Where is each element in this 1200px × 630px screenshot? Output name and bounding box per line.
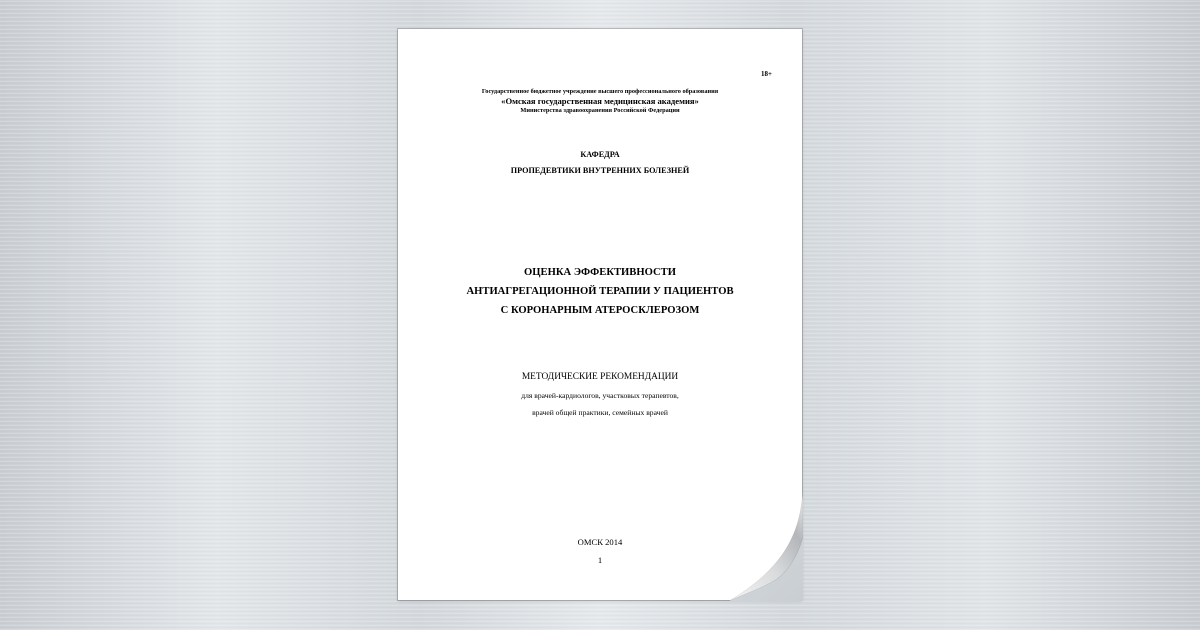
document-type: МЕТОДИЧЕСКИЕ РЕКОМЕНДАЦИИ: [521, 372, 679, 382]
document-page: [398, 29, 802, 600]
institution-ministry: Министерства здравоохранения Российской Федерации: [520, 107, 680, 114]
institution-line-1: Государственное бюджетное учреждение высшего профессионального образования: [481, 88, 719, 95]
department-name: ПРОПЕДЕВТИКИ ВНУТРЕННИХ БОЛЕЗНЕЙ: [510, 166, 690, 175]
audience-line-2: врачей общей практики, семейных врачей: [532, 408, 668, 417]
city-year: ОМСК 2014: [577, 537, 623, 547]
department-label: КАФЕДРА: [580, 150, 620, 159]
audience-line-1: для врачей-кардиологов, участковых терапевтов,: [521, 391, 679, 400]
age-rating: 18+: [761, 70, 772, 78]
document-title-line-3: С КОРОНАРНЫМ АТЕРОСКЛЕРОЗОМ: [500, 305, 700, 316]
document-title-line-2: АНТИАГРЕГАЦИОННОЙ ТЕРАПИИ У ПАЦИЕНТОВ: [466, 286, 734, 297]
page-number: 1: [597, 555, 603, 565]
document-title-line-1: ОЦЕНКА ЭФФЕКТИВНОСТИ: [524, 267, 676, 278]
institution-name: «Омская государственная медицинская академия»: [501, 96, 699, 106]
